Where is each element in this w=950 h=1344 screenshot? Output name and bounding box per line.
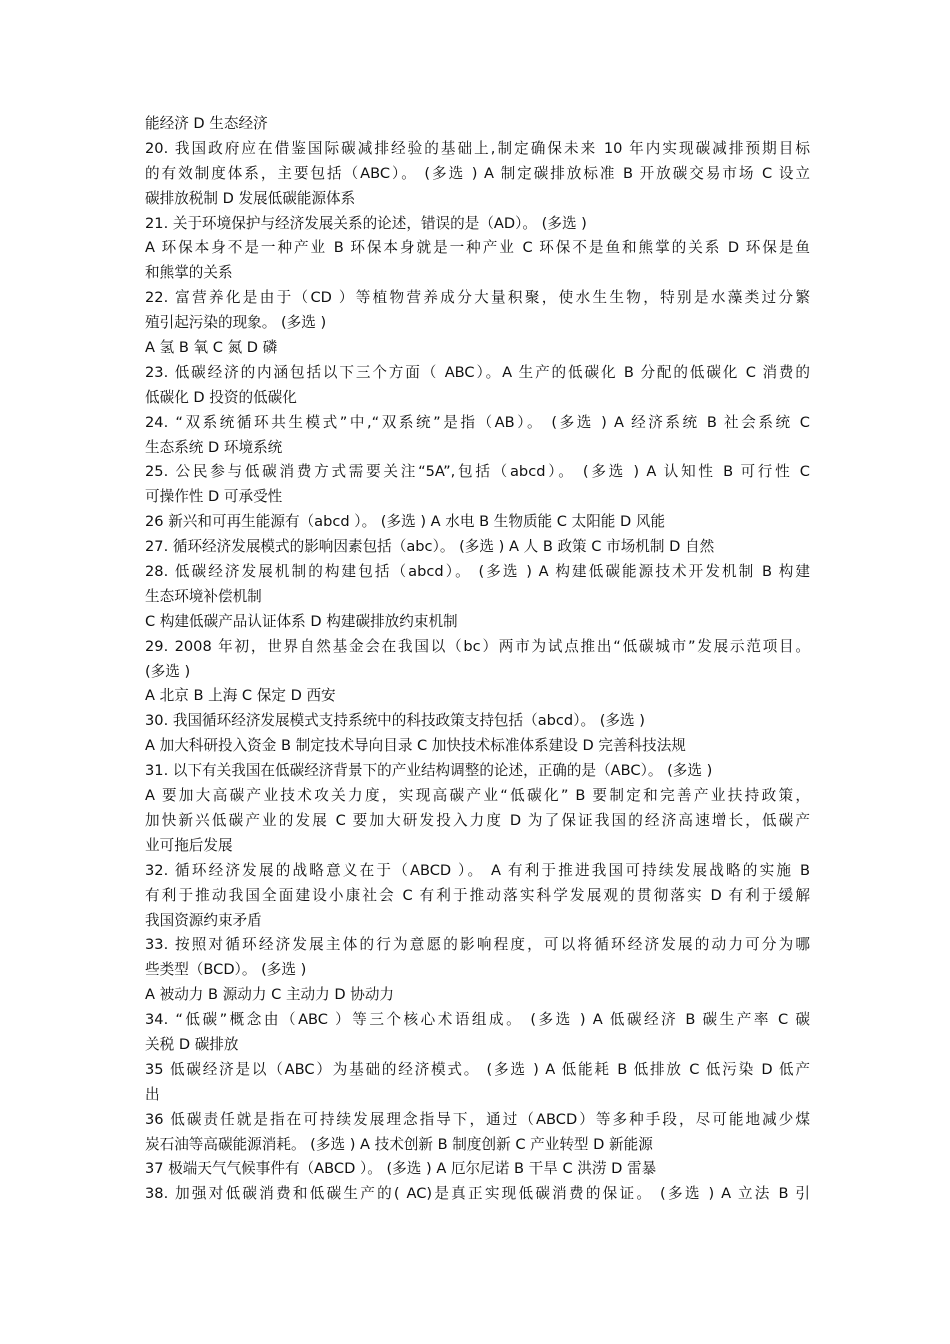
- text-line: 22. 富营养化是由于（CD ）等植物营养成分大量积聚，使水生生物，特别是水藻类过分繁: [145, 289, 810, 307]
- text-line: 31. 以下有关我国在低碳经济背景下的产业结构调整的论述，正确的是（ABC）。 (多选 ): [145, 762, 713, 780]
- text-line: (多选 ): [145, 662, 191, 680]
- text-line: 业可拖后发展: [145, 836, 233, 854]
- text-line: A 环保本身不是一种产业 B 环保本身就是一种产业 C 环保不是鱼和熊掌的关系 D 环保是鱼: [145, 239, 810, 257]
- document-page: [145, 112, 810, 1207]
- text-line: 38. 加强对低碳消费和低碳生产的( AC)是真正实现低碳消费的保证。 (多选 ) A 立法 B 引: [145, 1185, 810, 1203]
- text-line: 21. 关于环境保护与经济发展关系的论述，错误的是（AD）。 (多选 ): [145, 214, 587, 232]
- text-line: A 被动力 B 源动力 C 主动力 D 协动力: [145, 986, 395, 1004]
- text-line: 低碳化 D 投资的低碳化: [145, 388, 297, 406]
- text-line: 25. 公民参与低碳消费方式需要关注“5A”,包括（abcd）。 (多选 ) A 认知性 B 可行性 C: [145, 463, 810, 481]
- text-line: A 北京 B 上海 C 保定 D 西安: [145, 687, 336, 705]
- text-line: C 构建低碳产品认证体系 D 构建碳排放约束机制: [145, 612, 458, 630]
- text-line: 37 极端天气气候事件有（ABCD ）。 (多选 ) A 厄尔尼诺 B 干旱 C 洪涝 D 雷暴: [145, 1160, 657, 1178]
- text-line: 关税 D 碳排放: [145, 1035, 239, 1053]
- text-line: 24. “双系统循环共生模式”中,“双系统”是指（AB）。 (多选 ) A 经济系统 B 社会系统 C: [145, 413, 810, 431]
- text-line: 碳排放税制 D 发展低碳能源体系: [145, 189, 356, 207]
- text-line: A 要加大高碳产业技术攻关力度，实现高碳产业“低碳化” B 要制定和完善产业扶持政策，: [145, 787, 810, 805]
- text-line: 有利于推动我国全面建设小康社会 C 有利于推动落实科学发展观的贯彻落实 D 有利于缓解: [145, 886, 810, 904]
- text-line: 34. “低碳”概念由（ABC ）等三个核心术语组成。 (多选 ) A 低碳经济 B 碳生产率 C 碳: [145, 1011, 810, 1029]
- text-line: 我国资源约束矛盾: [145, 911, 262, 929]
- text-line: 26 新兴和可再生能源有（abcd ）。 (多选 ) A 水电 B 生物质能 C 太阳能 D 风能: [145, 513, 666, 531]
- text-line: A 氢 B 氧 C 氮 D 磷: [145, 339, 278, 357]
- text-line: 29. 2008 年初，世界自然基金会在我国以（bc）两市为试点推出“低碳城市”发展示范项目。: [145, 637, 810, 655]
- text-line: 生态环境补偿机制: [145, 587, 262, 605]
- text-line: 炭石油等高碳能源消耗。 (多选 ) A 技术创新 B 制度创新 C 产业转型 D 新能源: [145, 1135, 653, 1153]
- text-line: 28. 低碳经济发展机制的构建包括（abcd）。 (多选 ) A 构建低碳能源技术开发机制 B 构建: [145, 563, 810, 581]
- text-line: 36 低碳责任就是指在可持续发展理念指导下，通过（ABCD）等多种手段，尽可能地减少煤: [145, 1110, 810, 1128]
- text-line: 些类型（BCD）。 (多选 ): [145, 961, 307, 979]
- text-line: 23. 低碳经济的内涵包括以下三个方面（ ABC）。A 生产的低碳化 B 分配的低碳化 C 消费的: [145, 363, 810, 381]
- text-line: 32. 循环经济发展的战略意义在于（ABCD ）。 A 有利于推进我国可持续发展战略的实施 B: [145, 861, 810, 879]
- text-line: 出: [145, 1085, 160, 1103]
- text-line: 能经济 D 生态经济: [145, 115, 268, 132]
- text-line: 可操作性 D 可承受性: [145, 488, 283, 506]
- text-line: 30. 我国循环经济发展模式支持系统中的科技政策支持包括（abcd）。 (多选 ): [145, 712, 645, 730]
- text-line: 33. 按照对循环经济发展主体的行为意愿的影响程度，可以将循环经济发展的动力可分为哪: [145, 936, 810, 954]
- text-line: 殖引起污染的现象。 (多选 ): [145, 314, 327, 332]
- text-line: 的有效制度体系，主要包括（ABC）。 (多选 ) A 制定碳排放标准 B 开放碳交易市场 C 设立: [145, 164, 810, 182]
- text-line: 加快新兴低碳产业的发展 C 要加大研发投入力度 D 为了保证我国的经济高速增长，低碳产: [145, 811, 810, 829]
- text-line: 20. 我国政府应在借鉴国际碳减排经验的基础上,制定确保未来 10 年内实现碳减排预期目标: [145, 139, 810, 157]
- text-line: 和熊掌的关系: [145, 264, 233, 282]
- text-line: A 加大科研投入资金 B 制定技术导向目录 C 加快技术标准体系建设 D 完善科技法规: [145, 737, 686, 755]
- text-line: 生态系统 D 环境系统: [145, 438, 283, 456]
- text-line: 27. 循环经济发展模式的影响因素包括（abc）。 (多选 ) A 人 B 政策 C 市场机制 D 自然: [145, 538, 715, 556]
- text-line: 35 低碳经济是以（ABC）为基础的经济模式。 (多选 ) A 低能耗 B 低排放 C 低污染 D 低产: [145, 1060, 810, 1078]
